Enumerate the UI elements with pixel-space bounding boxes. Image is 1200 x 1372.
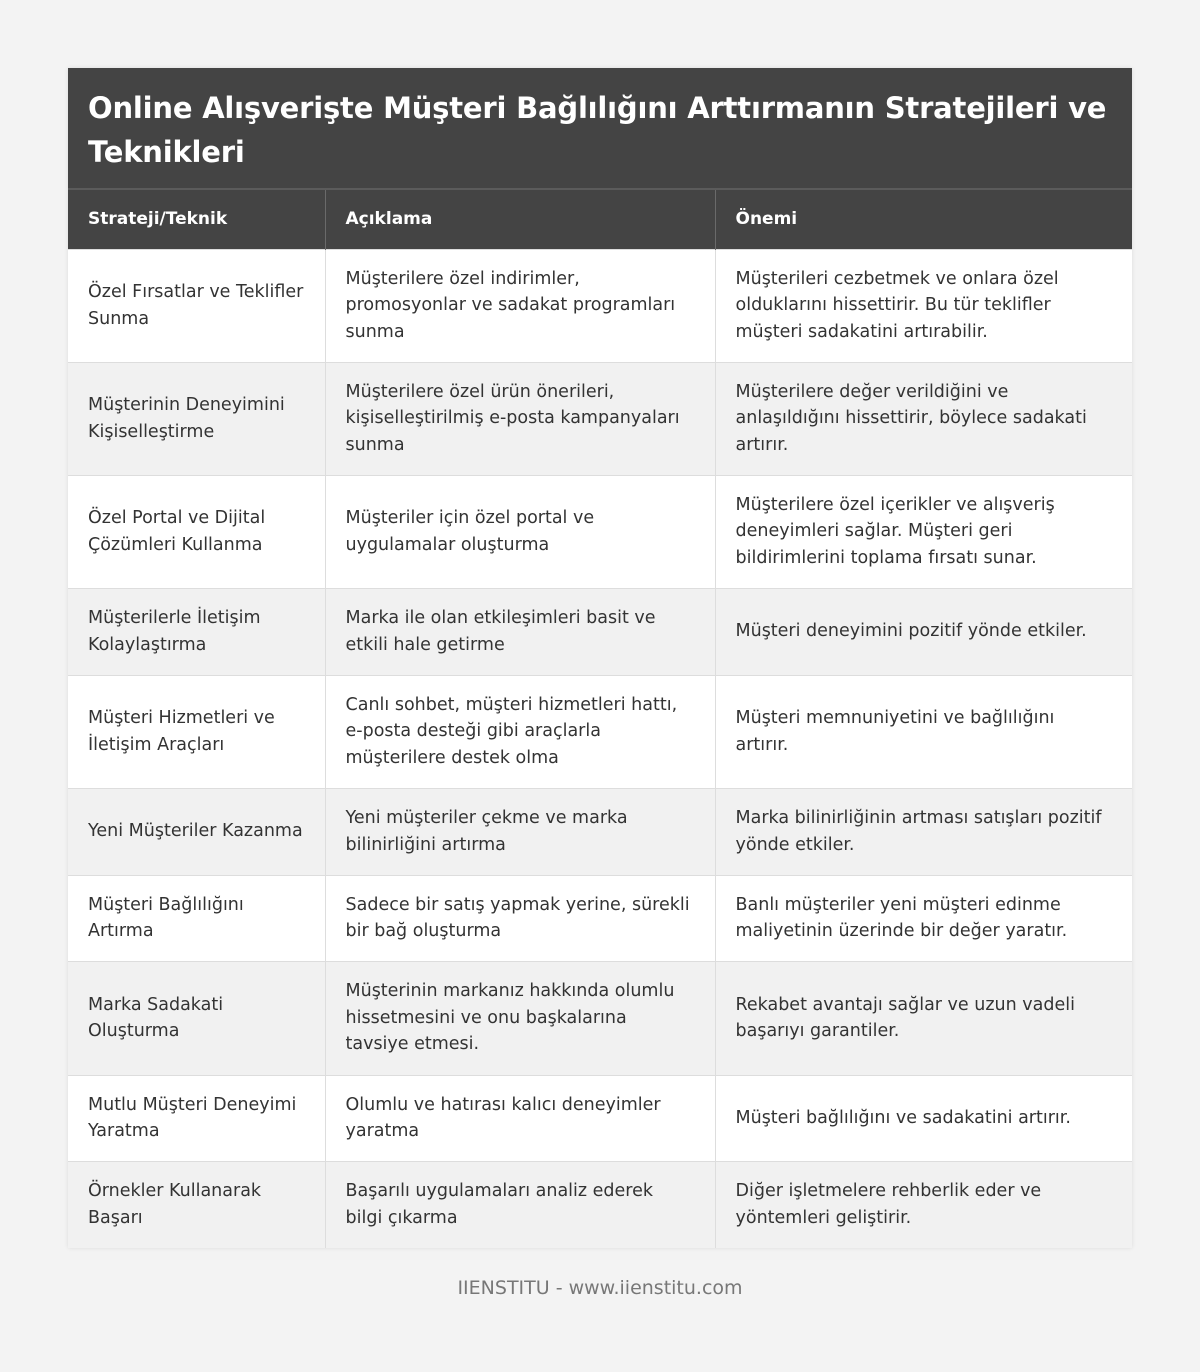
description-cell: Müşterilere özel indirimler, promosyonlar ve sadakat programları sunma — [325, 249, 715, 362]
strategy-cell: Yeni Müşteriler Kazanma — [68, 788, 325, 875]
importance-cell: Müşteri deneyimini pozitif yönde etkiler. — [715, 588, 1132, 675]
description-cell: Olumlu ve hatırası kalıcı deneyimler yaratma — [325, 1075, 715, 1161]
strategy-cell: Müşteri Hizmetleri ve İletişim Araçları — [68, 675, 325, 788]
table-row — [68, 588, 1132, 675]
table-row — [68, 788, 1132, 875]
description-cell: Müşterilere özel ürün önerileri, kişiselleştirilmiş e-posta kampanyaları sunma — [325, 362, 715, 475]
description-cell: Yeni müşteriler çekme ve marka bilinirliğini artırma — [325, 788, 715, 875]
description-cell: Müşteriler için özel portal ve uygulamalar oluşturma — [325, 475, 715, 588]
page-title: Online Alışverişte Müşteri Bağlılığını Arttırmanın Stratejileri ve Teknikleri — [68, 68, 1132, 188]
strategy-cell: Özel Portal ve Dijital Çözümleri Kullanma — [68, 475, 325, 588]
strategy-cell: Marka Sadakati Oluşturma — [68, 961, 325, 1075]
table-row — [68, 362, 1132, 475]
column-header-description: Açıklama — [325, 189, 715, 249]
table-row — [68, 1161, 1132, 1248]
importance-cell: Diğer işletmelere rehberlik eder ve yöntemleri geliştirir. — [715, 1161, 1132, 1248]
table-row — [68, 1075, 1132, 1161]
description-cell: Sadece bir satış yapmak yerine, sürekli bir bağ oluşturma — [325, 875, 715, 961]
importance-cell: Banlı müşteriler yeni müşteri edinme maliyetinin üzerinde bir değer yaratır. — [715, 875, 1132, 961]
footer-credit: IIENSTITU - www.iienstitu.com — [457, 1277, 743, 1299]
table-row — [68, 961, 1132, 1075]
importance-cell: Rekabet avantajı sağlar ve uzun vadeli başarıyı garantiler. — [715, 961, 1132, 1075]
column-header-importance: Önemi — [715, 189, 1132, 249]
importance-cell: Müşterileri cezbetmek ve onlara özel olduklarını hissettirir. Bu tür teklifler müşteri sadakatini artırabilir. — [715, 249, 1132, 362]
strategy-cell: Mutlu Müşteri Deneyimi Yaratma — [68, 1075, 325, 1161]
description-cell: Canlı sohbet, müşteri hizmetleri hattı, e-posta desteği gibi araçlarla müşterilere destek olma — [325, 675, 715, 788]
strategy-cell: Müşterinin Deneyimini Kişiselleştirme — [68, 362, 325, 475]
table-header-row — [68, 189, 1132, 249]
description-cell: Müşterinin markanız hakkında olumlu hissetmesini ve onu başkalarına tavsiye etmesi. — [325, 961, 715, 1075]
strategy-cell: Müşterilerle İletişim Kolaylaştırma — [68, 588, 325, 675]
importance-cell: Marka bilinirliğinin artması satışları pozitif yönde etkiler. — [715, 788, 1132, 875]
strategy-cell: Örnekler Kullanarak Başarı — [68, 1161, 325, 1248]
table-row — [68, 875, 1132, 961]
importance-cell: Müşteri memnuniyetini ve bağlılığını artırır. — [715, 675, 1132, 788]
table-row — [68, 475, 1132, 588]
column-header-strategy: Strateji/Teknik — [68, 189, 325, 249]
description-cell: Marka ile olan etkileşimleri basit ve etkili hale getirme — [325, 588, 715, 675]
strategy-table — [68, 188, 1132, 1248]
importance-cell: Müşteri bağlılığını ve sadakatini artırır. — [715, 1075, 1132, 1161]
description-cell: Başarılı uygulamaları analiz ederek bilgi çıkarma — [325, 1161, 715, 1248]
table-row — [68, 249, 1132, 362]
strategy-cell: Müşteri Bağlılığını Artırma — [68, 875, 325, 961]
importance-cell: Müşterilere değer verildiğini ve anlaşıldığını hissettirir, böylece sadakati artırır. — [715, 362, 1132, 475]
table-row — [68, 675, 1132, 788]
strategy-cell: Özel Fırsatlar ve Teklifler Sunma — [68, 249, 325, 362]
importance-cell: Müşterilere özel içerikler ve alışveriş deneyimleri sağlar. Müşteri geri bildirimlerini toplama fırsatı sunar. — [715, 475, 1132, 588]
table-card — [68, 68, 1132, 1248]
